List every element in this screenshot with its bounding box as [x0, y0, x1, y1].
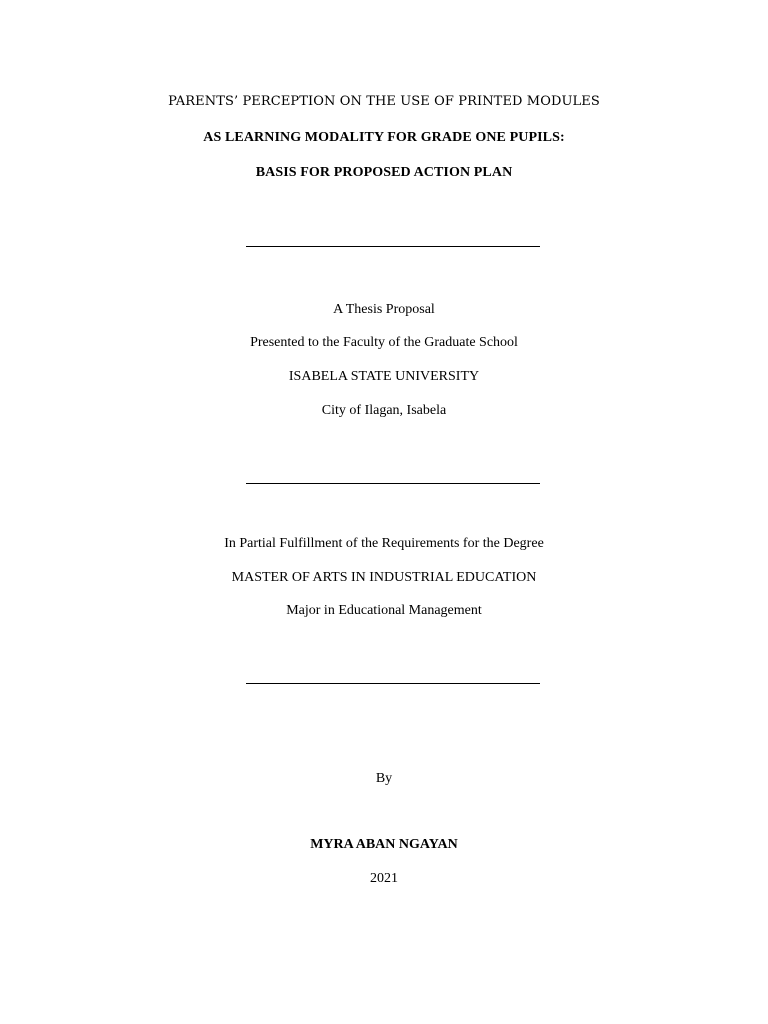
title-line-1: PARENTS’ PERCEPTION ON THE USE OF PRINTED MODULES — [168, 94, 600, 109]
title-line-3: BASIS FOR PROPOSED ACTION PLAN — [255, 165, 513, 180]
degree-name: MASTER OF ARTS IN INDUSTRIAL EDUCATION — [231, 570, 537, 585]
separator-line — [246, 683, 540, 684]
separator-line — [246, 483, 540, 484]
author-name: MYRA ABAN NGAYAN — [310, 837, 458, 852]
title-line-2: AS LEARNING MODALITY FOR GRADE ONE PUPILS: — [203, 130, 565, 145]
degree-major: Major in Educational Management — [286, 603, 482, 618]
separator-line — [246, 246, 540, 247]
byline-label: By — [375, 771, 393, 786]
thesis-type: A Thesis Proposal — [333, 302, 435, 317]
university-location: City of Ilagan, Isabela — [321, 403, 447, 418]
publication-year: 2021 — [370, 871, 398, 886]
presented-to: Presented to the Faculty of the Graduate School — [250, 335, 518, 350]
fulfillment-statement: In Partial Fulfillment of the Requirements for the Degree — [224, 536, 544, 551]
university-name: ISABELA STATE UNIVERSITY — [288, 369, 480, 384]
